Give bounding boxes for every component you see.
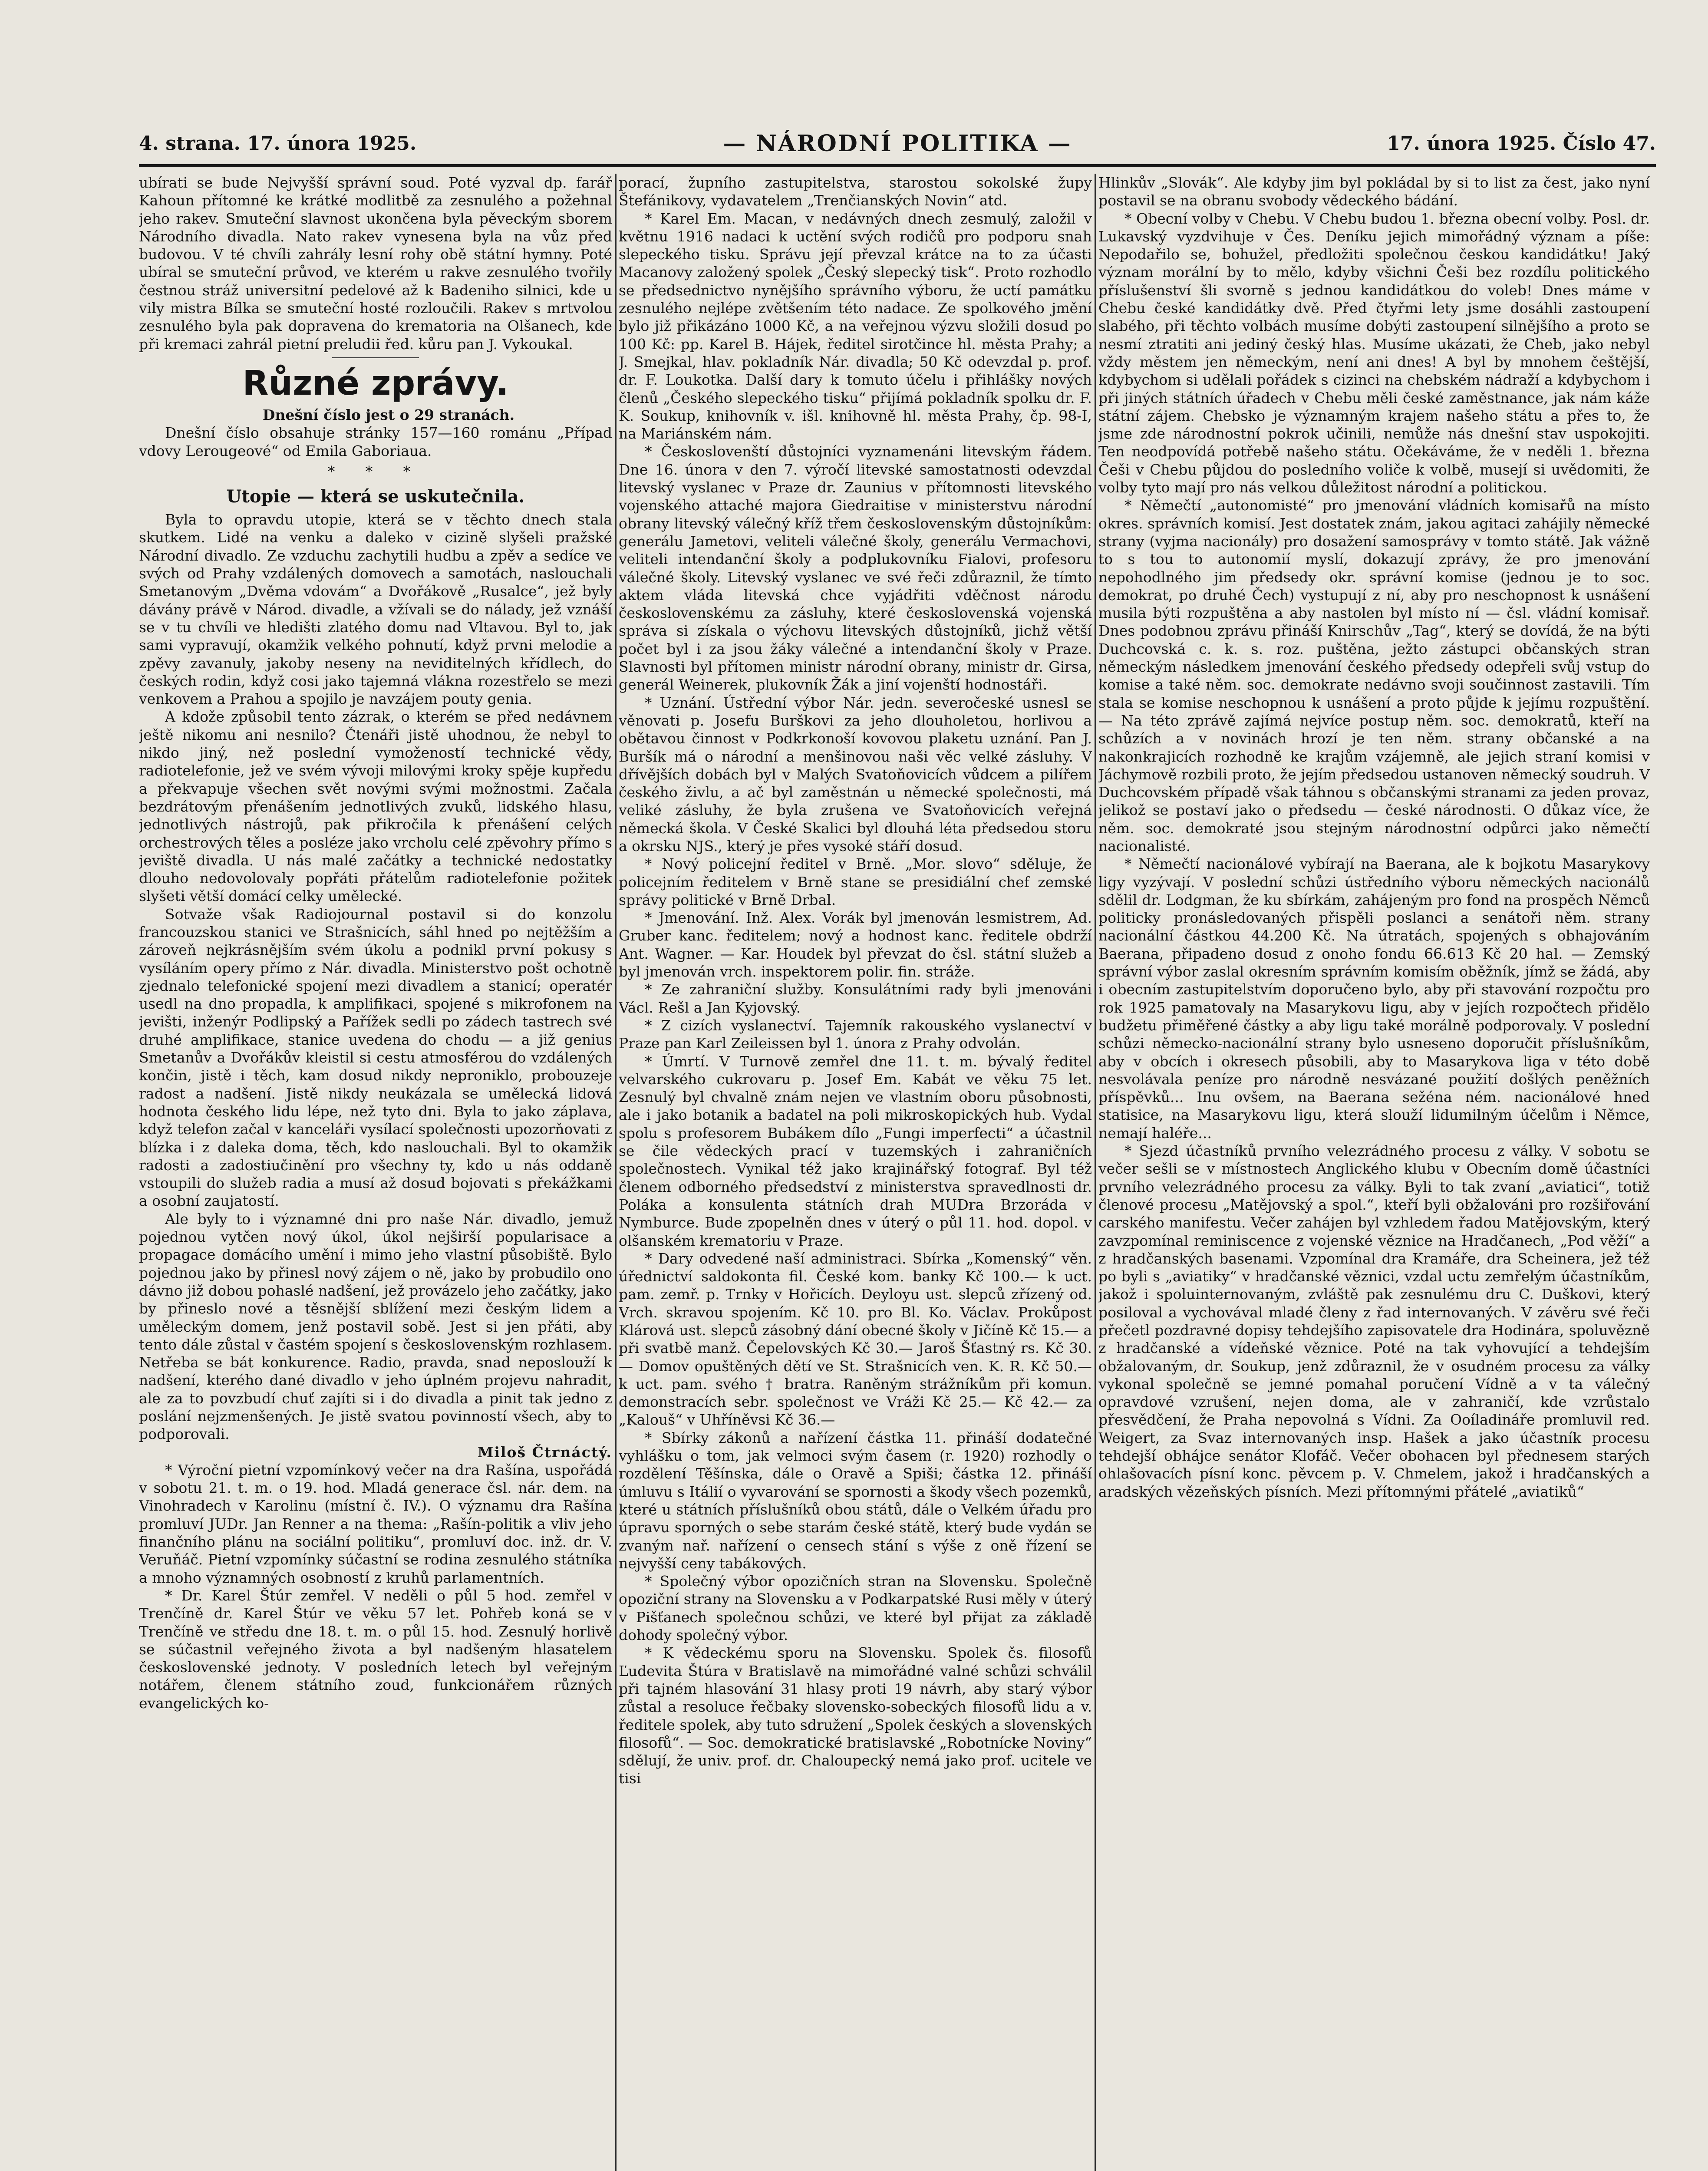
page-header: [139, 126, 1656, 161]
paragraph: Dnešní číslo obsahuje stránky 157—160 románu „Případ vdovy Lerougeové“ od Emila Gaboriaua.: [139, 424, 612, 459]
divider: [332, 357, 419, 358]
paragraph: * Němečtí „autonomisté“ pro jmenování vládních komisařů na místo okres. správních komisí. Jest dostatek znám, jakou agitaci zahájily německé strany (vyjma nacionály) pro dosažení samosprávy v tomto státě. Jak vážně to s tou to autonomií myslí, dokazují zprávy, že pro jmenování nepohodlného jim předsedy okr. správní komise (jednou je to soc. demokrat, po druhé Čech) vystupují z ní, aby pro neschopnost k usnášení musila býti rozpuštěna a aby nastolen byl místo ní — čsl. vládní komisař. Dnes podobnou zprávu přináší Knirschův „Tag“, který se dovídá, že na býti Duchcovská c. k. s. roz. puštěna, ježto zástupci občanských stran německým následkem jmenování českého předsedy odepřeli svůj vstup do komise a také něm. soc. demokrate nedávno svoji součinnost zastavili. Tím stala se komise neschopnou k usnášení a proto půjde k jejímu rozpuštění. — Na této zprávě zajímá nejvíce postup něm. soc. demokratů, kteří na schůzích a v novinách hrozí je ten něm. strany občanské a na nakonkrajicích rozhodně ke krajům vzájemně, ale jejich straní komisi v Jáchymově rozbili proto, že jejím předsedou ustanoven německý soudruh. V Duchcovském případě však táhnou s občanskými stranami za jeden provaz, jelikož se postaví jako o předsedu — české národnosti. O důkaz více, že něm. soc. demokraté jsou stejným národnostní odpůrci jako němečtí nacionalisté.: [1098, 497, 1650, 855]
separator-stars: * * *: [327, 462, 424, 480]
column-3: [1098, 174, 1650, 2171]
column-divider-2: [1095, 174, 1096, 2171]
paragraph: Byla to opravdu utopie, která se v těchto dnech stala skutkem. Lidé na venku a daleko v cizině slyšeli pražské Národní divadlo. Ze vzduchu zachytili hudbu a zpěv a sedíce ve svých od Prahy vzdálených domovech a samotách, naslouchali Smetanovým „Dvěma vdovám“ a Dvořákově „Rusalce“, jež byly dávány právě v Národ. divadle, a vžívali se do nálady, jež vznáší se v tu chvíli ve hledišti zlatého domu nad Vltavou. Byl to, jak sami vypravují, okamžik velkého pohnutí, když prvni melodie a zpěvy zavanuly, jakoby neseny na neviditelných křídlech, do českých rodin, když cosi jako tajemná vlákna rozestřelo se mezi venkovem a Prahou a spojilo je navzájem pouty genia.: [139, 511, 612, 708]
paragraph: * Uznání. Ústřední výbor Nár. jedn. severočeské usnesl se věnovati p. Josefu Burškovi za jeho dlouholetou, horlivou a obětavou činnost v Podkrkonoší kovovou plaketu uznání. Pan J. Buršík má o národní a menšinovou naši věc velké zásluhy. V dřívějších dobách byl v Malých Svatoňovicích vůdcem a pilířem českého živlu, a ač byl zaměstnán u německé společnosti, má veliké zásluhy, že byla zrušena ve Svatoňovicích veřejná německá škola. V České Skalici byl dlouhá léta předsedou storu a okrsku NJS., který je přes vysoké stáří dosud.: [619, 694, 1092, 855]
column-1: [139, 174, 612, 2171]
paragraph: * Dary odvedené naší administraci. Sbírka „Komenský“ věn. úřednictví saldokonta fil. České kom. banky Kč 100.— k uct. pam. zemř. p. Trnky v Hořicích. Deyloyu ust. slepců zřízený od. Vrch. skravou spojením. Kč 10. pro Bl. Ko. Václav. Prokůpost Klárová ust. slepců zásobný dání obecné školy v Jičíně Kč 15.— a při svatbě manž. Čepelovských Kč 30.— Jaroš Šťastný rs. Kč 30.— Domov opuštěných dětí ve St. Strašnicích ven. K. R. Kč 50.— k uct. pam. svého † bratra. Raněným strážníkům při komun. demonstracích sebr. společnost ve Vráži Kč 25.— Kč 42.— za „Kalouš“ v Uhříněvsi Kč 36.—: [619, 1250, 1092, 1429]
subheading: Dnešní číslo jest o 29 stranách.: [262, 406, 515, 423]
paragraph: * Z cizích vyslanectví. Tajemník rakouského vyslanectví v Praze pan Karl Zeileissen byl 1. února z Prahy odvolán.: [619, 1016, 1092, 1052]
paragraph: * K vědeckému sporu na Slovensku. Spolek čs. filosofů Ľudevita Štúra v Bratislavě na mimořádné valné schůzi schválil při tajném hlasování 31 hlasy proti 19 návrh, aby starý výbor zůstal a resoluce řečbaky slovensko-sobeckých filosofů lidu a v. ředitele spolek, aby tuto sdružení „Spolek českých a slovenských filosofů“. — Soc. demokratické bratislavské „Robotnícke Noviny“ sdělují, že univ. prof. dr. Chaloupecký nemá jako prof. ucitele ve tisi: [619, 1644, 1092, 1787]
paragraph: * Sbírky zákonů a nařízení částka 11. přináší dodatečné vyhlášku o tom, jak velmoci svým časem (r. 1920) rozhodly o rozdělení Těšínska, dále o Oravě a Spiši; částka 12. přináší úmluvu s Itálií o vyvarování se spornosti a škody všech pozemků, které u státních příslušníků obou států, dále o Velkém úřadu pro úpravu sporných o sebe starám české státě, který bude vydán se zvaným nař. nařízení o censech stání s výše z oně řízení se nejvyšší ceny tabákových.: [619, 1429, 1092, 1572]
author-signature: Miloš Čtrnáctý.: [477, 1443, 612, 1461]
paragraph: * Českoslovenští důstojníci vyznamenáni litevským řádem. Dne 16. února v den 7. výročí litevské samostatnosti odevzdal litevský vyslanec v Praze dr. Zaunius v přítomnosti litevského vojenského attaché majora Giedraitise v ministerstvu národní obrany litevský válečný kříž třem československým důstojníkům: generálu Jametovi, veliteli válečné školy, generálu Vermachovi, veliteli intendanční školy a podplukovníku Fialovi, profesoru válečné školy. Litevský vyslanec ve své řeči zdůraznil, že tímto aktem vláda litevská chce vyjádřiti vděčnost národu československému za zásluhy, které československá vojenská správa si získala o výchovu litevských důstojníků, jichž větší počet byl i za jsou žáky válečné a intendanční školy v Praze. Slavnosti byl přítomen ministr národní obrany, ministr dr. Girsa, generál Weinerek, plukovník Žák a jiní vojenští hodnostáři.: [619, 443, 1092, 693]
paragraph: ubírati se bude Nejvyšší správní soud. Poté vyzval dp. farář Kahoun přítomné ke krátké modlitbě za zesnulého a požehnal jeho rakev. Smuteční slavnost ukončena byla pěveckým sborem Národního divadla. Nato rakev vynesena byla na vůz před budovou. V té chvíli zahrály lesní rohy obě státní hymny. Poté ubíral se smuteční průvod, ve kterém u rakve zesnulého tvořily čestnou stráž universitní pedelové až k Badeniho silnici, kde u vily mistra Bílka se smuteční hosté rozloučili. Rakev s mrtvolou zesnulého byla pak dopravena do krematoria na Olšanech, kde při kremaci zahrál pietní preludii řed. kůru pan J. Vykoukal.: [139, 174, 612, 353]
paragraph: * Jmenování. Inž. Alex. Vorák byl jmenován lesmistrem, Ad. Gruber kanc. ředitelem; nový a hodnost kanc. ředitele obdrží Ant. Wagner. — Kar. Houdek byl převzat do čsl. státní služeb a byl jmenován vrch. inspektorem polir. fin. stráže.: [619, 909, 1092, 980]
paragraph: * Společný výbor opozičních stran na Slovensku. Společně opoziční strany na Slovensku a v Podkarpatské Rusi měly v úterý v Pišťanech společnou schůzi, ve které byl přijat za základě dohody společný výbor.: [619, 1573, 1092, 1644]
section-title: Různé zprávy.: [242, 363, 509, 403]
paragraph: * Výroční pietní vzpomínkový večer na dra Rašína, uspořádá v sobotu 21. t. m. o 19. hod. Mladá generace čsl. nár. dem. na Vinohradech v Karolinu (místní č. IV.). O významu dra Rašína promluví JUDr. Jan Renner a na thema: „Rašín-politik a vliv jeho finančního plánu na sociální politiku“, promluví doc. inž. dr. V. Veruňáč. Pietní vzpomínky súčastní se rodina zesnulého státníka a mnoho významných osobností z kruhů parlamentních.: [139, 1461, 612, 1586]
column-2: [619, 174, 1092, 2171]
column-divider-1: [615, 174, 617, 2171]
paragraph: * Nový policejní ředitel v Brně. „Mor. slovo“ sděluje, že policejním ředitelem v Brně stane se presidiální chef zemské správy politické v Brně Drbal.: [619, 855, 1092, 908]
paragraph: * Dr. Karel Štúr zemřel. V neděli o půl 5 hod. zemřel v Trenčíně dr. Karel Štúr ve věku 57 let. Pohřeb koná se v Trenčíně ve středu dne 18. t. m. o půl 15. hod. Zesnulý horlivě se súčastnil veřejného života a byl nadšeným hlasatelem československé jednoty. V posledních letech byl veřejným notářem, členem státního zoud, funkcionářem různých evangelických ko-: [139, 1587, 612, 1712]
paragraph: * Karel Em. Macan, v nedávných dnech zesmulý, založil v květnu 1916 nadaci k uctění svých rodičů pro podporu snah slepeckého tisku. Správu její převzal krátce na to za účasti Macanovy založený spolek „Český slepecký tisk“. Proto rozhodlo se předsednictvo nynějšího správního výboru, že uctí památku zesnulého nejlépe zvětšením této nadace. Ze spolkového jmění bylo již přikázáno 1000 Kč, a na veřejnou výzvu složili dosud po 100 Kč: pp. Karel B. Hájek, ředitel sirotčince hl. města Prahy; a J. Smejkal, hlav. pokladník Nár. divadla; 50 Kč odevzdal p. prof. dr. F. Loukotka. Další dary k tomuto účelu i přihlášky nových členů „Českého slepeckého tisku“ přijímá pokladník spolku dr. F. K. Soukup, knihovník v. išl. knihovně hl. města Prahy, čp. 98-I, na Mariánském nám.: [619, 210, 1092, 442]
paragraph: * Úmrtí. V Turnově zemřel dne 11. t. m. bývalý ředitel velvarského cukrovaru p. Josef Em. Kabát ve věku 75 let. Zesnulý byl chvalně znám nejen ve vlastním oboru působnosti, ale i jako botanik a badatel na poli mikroskopických hub. Vydal spolu s profesorem Bubákem dílo „Fungi imperfecti“ a účastnil se čile vědeckých prací v tuzemských i zahraničních společnostech. Vynikal též jako krajinářský fotograf. Byl též členem odborného předsedství z ministerstva spravedlnosti dr. Poláka a konsulenta státních drah MUDra Brzoráda v Nymburce. Bude zpopelněn dnes v úterý o půl 11. hod. dopol. v olšanském krematoriu v Praze.: [619, 1053, 1092, 1249]
paragraph: Hlinkův „Slovák“. Ale kdyby jim byl pokládal by si to list za čest, jako nyní postavil se na obranu svobody vědeckého bádání.: [1098, 174, 1650, 209]
paragraph: Sotvaže však Radiojournal postavil si do konzolu francouzskou stanici ve Strašnicích, sáhl hned po nejtěžším a zároveň nejkrásnějším svém úkolu a podnikl první pokusy s vysíláním opery přímo z Nár. divadla. Ministerstvo pošt ochotně zjednalo telefonické spojení mezi divadlem a stanicí; operatér usedl na dno propadla, k amplifikaci, spojené s mikrofonem na jevišti, inženýr Podlipský a Pařížek sedli po zádech tastrech své druhé amplifikace, stanice uvedena do chodu — a již genius Smetanův a Dvořákův kleistil si cestu atmosférou do vzdálených končin, jistě i těch, kam dosud nikdy neproniklo, probouzeje radost a nadšení. Jistě nikdy neukázala se umělecká lidová hodnota českého lidu lépe, než tyto dni. Byla to jako záplava, když telefon začal v kanceláři vysílací společnosti upozorňovati z blízka i z daleka doma, těch, kdo naslouchali. Byl to okamžik radosti a zadostiučinění pro všechny ty, kdo u nás oddaně vstoupili do služeb radia a musí až dosud bojovati s překážkami a osobní zaujatostí.: [139, 905, 612, 1210]
paragraph: * Sjezd účastníků prvního velezrádného procesu z války. V sobotu se večer sešli se v místnostech Anglického klubu v Obecním domě účastníci prvního velezrádného procesu za války. Byli to tak zvaní „aviatici“, totiž členové procesu „Matějovský a spol.“, kteří byli obžalováni pro rozšiřování carského manifestu. Večer zahájen byl vzhledem řadou Matějovským, který zavzpomínal reminiscence z vojenské věznice na Hradčanech, „Pod věží“ a z hradčanských basenami. Vzpomínal dra Kramáře, dra Scheinera, jež též po byli s „aviatiky“ v hradčanské věznici, vzdal uctu zemřelým účastníkům, jakož i spoluinternovaným, zvláště pak zesnulému dru C. Duškovi, který posiloval a vychovával mladé členy z řad internovaných. V závěru své řeči přečetl pozdravné dopisy tehdejšího zapisovatele dra Hodinára, spoluvězně z hradčanské a vídeňské věznice. Poté na tak vyhovující a tehdejším obžalovaným, dr. Soukup, jenž zdůraznil, že v osudném procesu za války vykonal společně se jemné pomahal poručení Vídně a v ta válečný opravdové vzrušení, nejen doma, ale v zahraničí, kde vzrůstalo přesvědčení, že Praha nepovolná s Vídni. Za Ooíladináře promluvil red. Weigert, za Svaz internovaných insp. Hašek a jako účastník procesu tehdejší obhájce senátor Klofáč. Večer obohacen byl přednesem starých ohlašovacích písní konc. pěvcem p. V. Chmelem, jakož i hradčanských a aradských vězeňských písních. Mezi přítomnými přátelé „aviatiků“: [1098, 1142, 1650, 1500]
paragraph: Ale byly to i významné dni pro naše Nár. divadlo, jemuž pojednou vytčen nový úkol, úkol nejširší popularisace a propagace domácího umění i mimo jeho vlastní působiště. Bylo pojednou jako by přinesl nový zájem o ně, jako by probudilo ono dávno již dobou pohaslé nadšení, jež provázelo jeho začátky, jako by přineslo nové a těsnější sblížení mezi českým lidem a uměleckým domem, jenž postavil sobě. Jest si jen přáti, aby tento dále zůstal v častém spojení s československým rozhlasem. Netřeba se bát konkurence. Radio, pravda, snad neposlouží k nadšení, kterého dané divadlo v jeho úplném projevu nahradit, ale za to povzbudí chuť zajíti si i do divadla a pinit tak jedno z poslání nejzmenšených. Je jistě svatou povinností všech, aby to podporovali.: [139, 1210, 612, 1443]
header-left: 4. strana. 17. února 1925.: [139, 132, 417, 155]
header-rule: [139, 164, 1656, 167]
article-title: Utopie — která se uskutečnila.: [226, 486, 525, 507]
paragraph: * Ze zahraniční služby. Konsulátními rady byli jmenováni Václ. Rešl a Jan Kyjovský.: [619, 981, 1092, 1016]
paragraph: A kdože způsobil tento zázrak, o kterém se před nedávnem ještě nikomu ani nesnilo? Čtenáři jistě uhodnou, že nebyl to nikdo jiný, než poslední vymožeností technické vědy, radiotelefonie, jež ve svém vývoji milovými kroky spěje kupředu a překvapuje všechen svět novými svými možnostmi. Začala bezdrátovým přenášením jednotlivých zvuků, lidského hlasu, jednotlivých nástrojů, pak přikročila k přenášení celých orchestrových těles a posléze jako vrcholu celé zpěvohry přímo s jeviště divadla. U nás malé začátky a technické nedostatky dlouho nedovolovaly popřáti přátelům radiotelefonie požitek slyšeti větší domácí celky umělecké.: [139, 708, 612, 905]
masthead-title: — NÁRODNÍ POLITIKA —: [723, 130, 1072, 157]
paragraph: porací, župního zastupitelstva, starostou sokolské župy Štefánikovy, vydavatelem „Trenčianských Novin“ atd.: [619, 174, 1092, 209]
header-right: 17. února 1925. Číslo 47.: [1387, 132, 1656, 155]
paragraph: * Němečtí nacionálové vybírají na Baerana, ale k bojkotu Masarykovy ligy vyzývají. V poslední schůzi ústředního výboru německých nacionálů sdělil dr. Lodgman, že ku sbírkám, zahájeným pro fond na prospěch Němců politicky pronásledovaných přispěli poslanci a senátoři něm. strany nacionální částkou 44.200 Kč. Na útratách, spojených s obhajováním Baerana, připadeno dosud z onoho fondu 66.613 Kč 20 hal. — Zemský správní výbor zaslal okresním správním komisím oběžník, jímž se žádá, aby i obecním zastupitelstvím doporučeno bylo, aby při stavování rozpočtu pro rok 1925 pamatovaly na Masarykovu ligu, aby v jejích rozpočtech přidělo budžetu přiměřené částky a aby ligu také morálně podporovaly. V poslední schůzi německo-nacionální strany bylo usneseno doporučit příslušníkům, aby v obcích i okresech působili, aby to Masarykova liga v této době nesvolávala peníze pro národně nesvázané použití došlých peněžních příspěvků... Inu ovšem, na Baerana sežéna ném. nacionálové hned statisice, na Masarykovu ligu, která slouží lidumilným účelům i Němce, nemají haléře...: [1098, 855, 1650, 1142]
paragraph: * Obecní volby v Chebu. V Chebu budou 1. března obecní volby. Posl. dr. Lukavský vyzdvihuje v Čes. Deníku jejich mimořádný význam a píše: Nepodařilo se, bohužel, předložiti společnou českou kandidátku! Jaký význam morální by to mělo, kdyby všichni Češi bez rozdílu politického příslušenství šli svorně s jednou kandidátkou do voleb! Dnes máme v Chebu české kandidátky dvě. Před čtyřmi lety jsme dosáhli zastoupení slabého, při těchto volbách musíme dobýti zastoupení silnějšího a proto se nesmí ztratiti ani jediný český hlas. Musíme ukázati, že Cheb, jako nebyl vždy městem jen německým, není ani dnes! A byl by mnohem češtější, kdybychom si udělali pořádek s cizinci na chebském nádraží a kdybychom i při jiných státních úřadech v Chebu měli české zaměstnance, jak nám káže státní zájem. Chebsko je významným krajem našeho státu a přes to, že jsme zde národnostní pokrok učinili, nemůže nás dnešní stav uspokojiti. Ten neodpovídá potřebě našeho státu. Očekáváme, že v neděli 1. března Češi v Chebu půjdou do posledního voliče k volbě, musejí si uvědomiti, že volby tyto mají pro nás velkou důležitost národní a politickou.: [1098, 210, 1650, 496]
